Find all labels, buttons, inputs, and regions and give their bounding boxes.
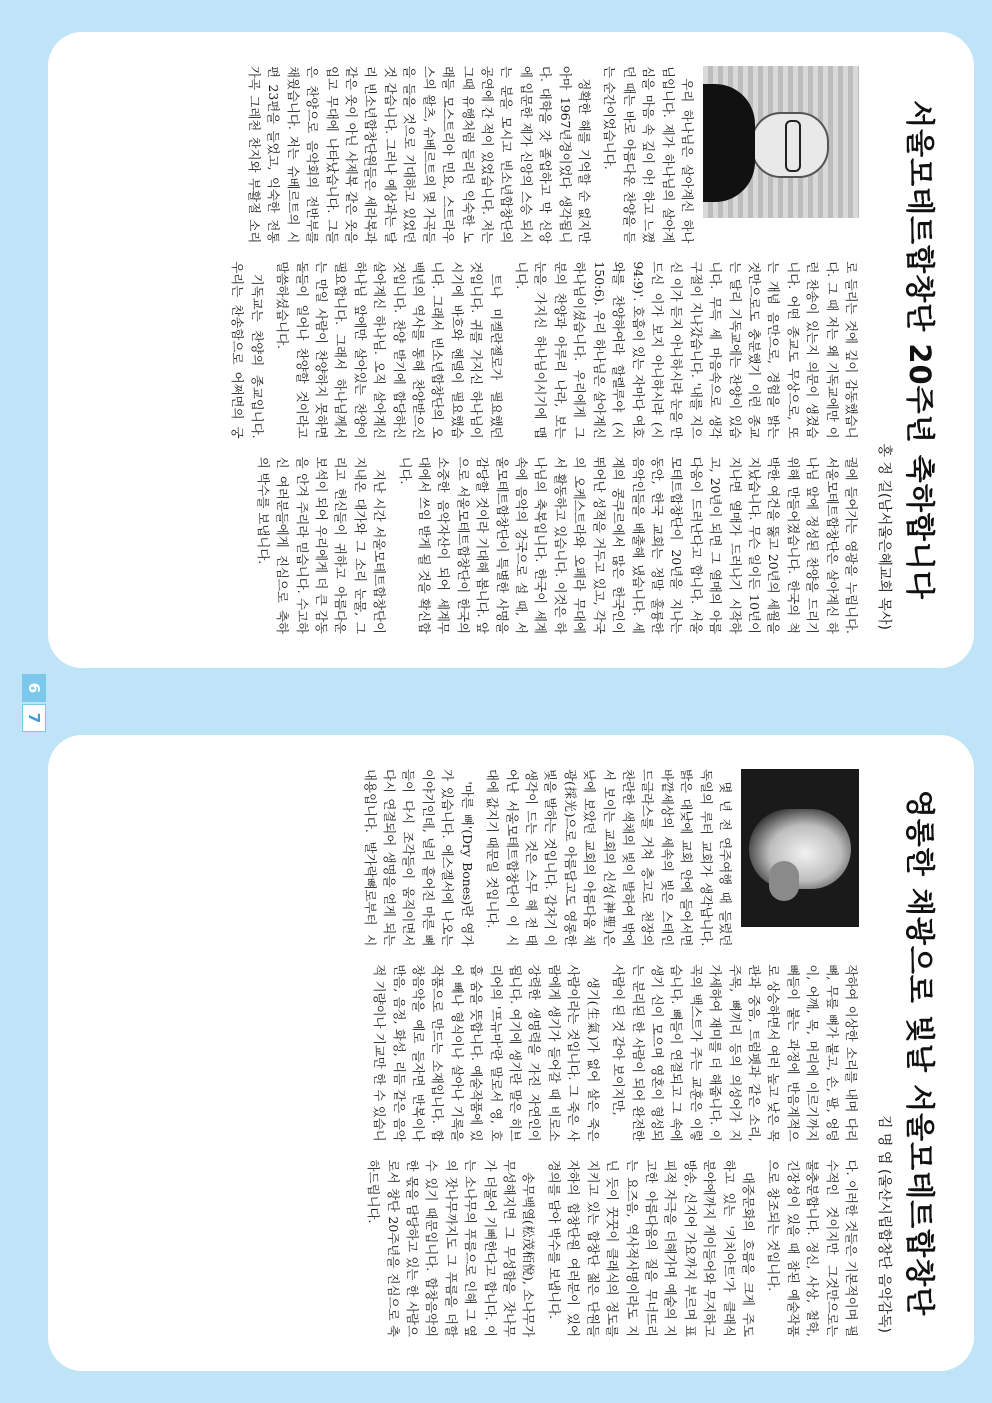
article-byline: 홍 정 길(남서울은혜교회 목사)	[876, 443, 892, 630]
page-number-6: 6	[22, 674, 46, 702]
paragraph: 몇 년 전 연주여행 때 들렀던 독일의 루터 교회가 생각납니다. 밝은 대낮에 교회 안에 들어서면 바깥세상의 세속의 빛은 스테인드글라스를 거쳐 층고로 천장의 찬란한 색채의 빛이 발하여 밖에서 보이는 교회의 신성(神聖)은 낮에 보았던 교회의 아름다움 채광(採光)으로 아름답고도 영롱한 빛을 발하는 것입니다. 갑자기 이 생각이 드는 것은 스무 해 전 태어난 서울모테트합창단이 이 시대에 값지기 때문일 것입니다.	[485, 769, 733, 947]
article-panel-top	[48, 32, 974, 668]
article-panel-bottom	[48, 735, 974, 1371]
article-top	[48, 32, 974, 668]
paragraph: '마른 뼈'(Dry Bones)란 영가가 있습니다. 에스겔서에 나오는 이야기인데, 널리 흩어진 마른 뼈들이 다시 조각들이 움직이면서 다시 연결되어 생명을 얻게 되는 내용입니다. 발가락뼈로부터 시작하여 이상한 소리를 내며 다리 뼈, 무릎 뼈가 붙고, 손, 팔, 엉덩이, 어깨, 목, 머리에 이르기까지 뼈들이 붙는 과정에 반음계적으로 상승하면서 여러 높고 낮은 목관과 중음, 트럼펫과 같은 소리, 주목, 뼈끼리 등의 의성어가 지 가세하여 재미를 더 해줍니다. 이 곡의 백스트가 주는 교훈은 이렇습니다. 뼈들이 연결되고 그 속에 생기 신이 모으며 영혼이 형성되는 분리된 한 사람이 되어 완전한 사람이 된 것 같아 보이지만,	[362, 769, 859, 1142]
page-number-7: 7	[22, 704, 46, 732]
paragraph: 송무백열(松茂栢悅), 소나무가 무성해지면 그 무성함을 잣나무가 더불어 기뻐한다고 합니다. 이는 소나무의 푸름으로 인해 그 옆의 잣나무까지도 그 푸름을 더할 수 있기 때문입니다. 합창음악의 한 몫을 담당하고 있는 한 사람으로서 창단 20주년을 진심으로 축하드립니다.	[366, 1159, 537, 1337]
article-title: 서울모테트합창단 20주년 축하합니다	[903, 100, 937, 600]
article-title: 영롱한 채광으로 빛날 서울모테트합창단	[903, 789, 937, 1317]
paragraph: 우리 하나님은 살아계신 하나님입니다. 제가 하나님의 살아계심을 마음 속 깊이 아! 하고 느꼈던 때는 바로 아름다운 찬양을 듣는 순간이었습니다.	[602, 66, 695, 244]
article-body	[91, 66, 861, 634]
paragraph: 대중문화의 흐름을 크게 주도하고 있는 '키치아트'가 클래식 분야에까지 게이들어와 무지하고 방송, 신지어 가요까지 부르며 표피적 자극을 더해가며 예술의 지고한 아름다움의 질을 무너뜨리는 요즈음, 역사적사명이라도 지닌 듯이 꿋꿋이 클래식의 정도를 지키고 있는 합창단 젊은 단원들 자하의 합창단원 여러분이 있어 경의를 담아 박수를 보냅니다.	[546, 1159, 756, 1337]
paragraph: 트나 미켈란젤로가 필요했던 것입니다. 귀를 가지신 하나님이시기에 바흐와 헨델이 필요했습니다. 그래서 빈소년합창단의 오백년의 역사를 통해 찬양받으신 것입니다. 찬양 받기에 합당하신 살아계신 하나님. 오직 살아계신 하나님 앞에만 살아있는 찬양이 필요합니다. 그래서 하나님께서는 만일 사람이 찬양하지 못하면 돌들이 일어나 찬양할 것이라고 말씀하셨습니다.	[275, 261, 504, 439]
article-byline: 김 명 엽 (울산시립합창단 음악감독)	[876, 1114, 892, 1333]
article-bottom	[48, 735, 974, 1371]
paragraph: 정확한 해를 기억할 순 없지만 아마 1967년경이었다 생각됩니다. 대학을 갓 졸업하고 막 신앙에 입문한 제가 신앙의 스승 되시는 분을 모시고 빈소년합창단의 공연에 간 적이 있었습니다. 저는 그때 유행처럼 들리던 익숙한 노래들 모스트리아 민요, 스트라우스의 왈츠, 슈베르트의 몇 가곡들을 들을 것으로 기대하고 있었던 것 같습니다. 그러나 예상과는 달리 빈소년합창단원들은 세라복과 같은 옷이 아닌 사제복 같은 옷을 입고 무대에 나타났습니다. 그들은 찬양으로 음악회의 전반부를 채웠습니다. 저는 슈베르트의 시편 23편을 들었고, 익숙한 전통가곡 그레천 찬지와 부활절 소리로 들리는 것에 깊이 감동했습니다. 그 때 저는 왜 기독교에만 이런 찬송이 있는지 의문이 생겼습니다. 어떤 종교도 무상으로, 또는 개념 음만으로, 경험을 밝는 것만으로도 충분했기 이런 종교는 달리 기독교에는 찬양이 있습니다. 무득 세 마음속으로 생각 구절이 지나갔습니다. '내를 지으신 이가 듣지 아니하시랴 눈을 만드신 이가 보지 아니하시랴 (시 94:9)'. 호흡이 있는 자마다 여호와를 찬양하여라 할렐루야 (시 150:6). 우리 하나님은 살아계신 하나님이셨습니다. 우리에게 그분의 찬양과 아루리 나라, 보는 눈을 가지신 하나님이시기에 맵니다.	[247, 66, 859, 439]
author-photo	[741, 769, 859, 927]
paragraph: 기독교는 찬양의 종교입니다. 우리는 찬송함으로 어쩌면의 궁궐에 들어가는 영광을 누립니다. 서울모테트합창단은 살아계신 하나님 앞에 정성된 찬양을 드리기 위해 만들어졌습니다. 한국의 척박한 여건을 뚫고 20년의 세월을 지났습니다. 무슨 일이든 10년이 지나면 열매가 드러나기 시작하고, 20년이 되면 그 열매의 아름다움이 드러난다고 합니다. 서울모테트합창단이 20년을 지나는 동안, 한국 교회는 정말 훌륭한 음악인들을 배출해 냈습니다. 세계의 콩쿠르에서 많은 한국인이 뛰어난 성적을 거두고 있고, 각국의 오케스트라와 오페라 무대에서 활동하고 있습니다. 이것은 하나님의 축복입니다. 한국이 세계 속에 음악의 강국으로 설 때, 서울모테트합창단이 특별한 사명을 감당할 것이라 기대해 봅니다. 앞으로 서울모테트합창단이 한국의 소중한 음악자산이 되어 세계무대에서 쓰임 받게 될 것을 확신합니다.	[230, 261, 859, 634]
paragraph: 생기(生氣)가 없어 살은 죽은 사람이라는 것입니다. 그 죽은 사람에게 생기가 들어갈 때 비로소 강력한 생명력을 가진 자연인이 됩니다. 여기에 생기란 말은 히브리어의 '프뉴마'란 말로서 영, 호흡 숨을 뜻합니다. 예술작품에 있어 빼나 형식이나 살아나 기록을 작품으로 만드는 소재입니다. 합창음악을 예로 들자면 반복이나 반음, 음정, 화성, 리듬 같은 음악적 기량이나 기교만 한 수 있습니다. 이러한 것들은 기본적이며 필수적인 것이지만 그것만으로는 불충분합니다. 정신, 사상, 철학, 긴장성이 있을 때 참된 예술작품으로 창조되는 것입니다.	[372, 964, 859, 1337]
author-photo	[703, 66, 859, 218]
paragraph: 지난 시간 서울모테트합창단이 지내온 대가와 그 소리 눈물, 그리고 헌신들이 귀하고 아름다운 보석이 되어 우리에게 더 큰 감동을 안겨 주리라 믿습니다. 수고하신 여러분들에게 진심으로 축하의 박수를 보냅니다.	[255, 456, 388, 634]
article-body	[91, 769, 861, 1337]
